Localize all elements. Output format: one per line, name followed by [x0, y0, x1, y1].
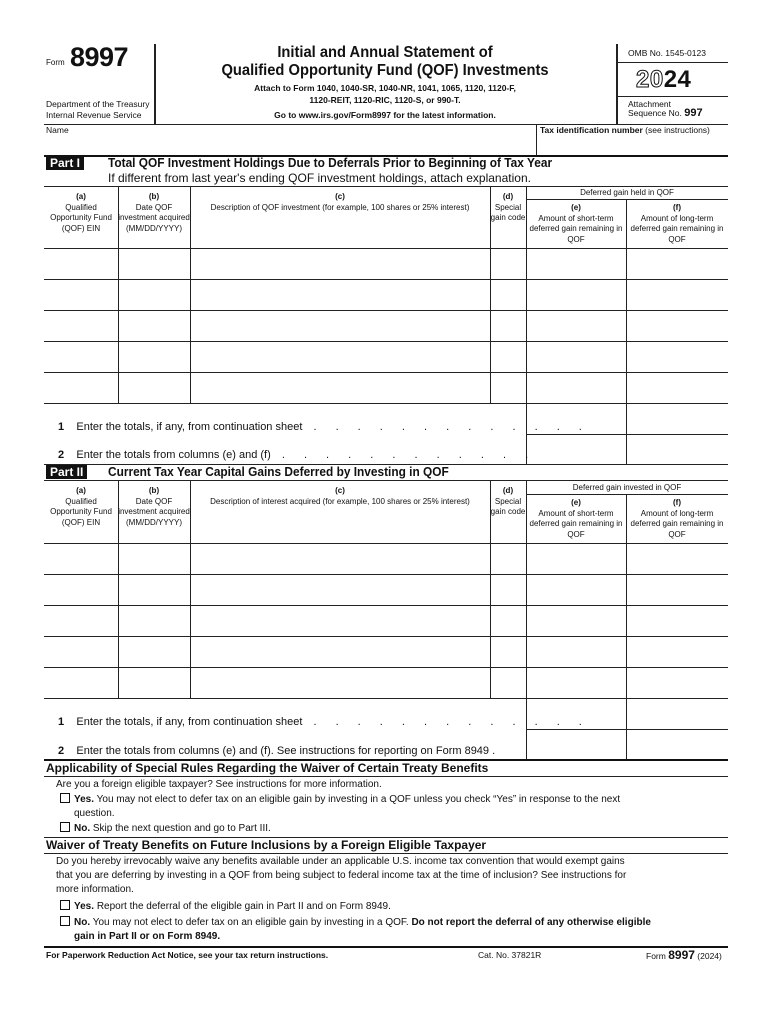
form-title-line1: Initial and Annual Statement of — [277, 44, 493, 61]
p2-col-d-header: (d) Special gain code — [490, 486, 526, 516]
p2-row1-date-input[interactable] — [119, 544, 189, 574]
p2-line2-f-input[interactable] — [627, 730, 727, 758]
p1-line1: 1 Enter the totals, if any, from continuation sheet . . . . . . . . . . . . . — [58, 421, 590, 433]
form-number: 8997 — [70, 42, 129, 72]
p2-group-header: Deferred gain invested in QOF — [572, 483, 682, 492]
form-label: Form — [46, 58, 65, 67]
foreign-yes-option: Yes. You may not elect to defer tax on an eligible gain by investing in a QOF unless you check “Yes” in response to the next — [60, 793, 620, 807]
part2-tag: Part II — [46, 465, 87, 479]
waiver-question-line2: that you are deferring by investing in a QOF from being subject to federal income tax at the time of inclusion? See instructions for — [56, 870, 627, 881]
p1-line2-e-input[interactable] — [527, 435, 625, 463]
part1-tag: Part I — [46, 156, 84, 170]
waiver-yes-option: Yes. Report the deferral of the eligible gain in Part II and on Form 8949. — [60, 900, 391, 914]
part2-title: Current Tax Year Capital Gains Deferred by Investing in QOF — [108, 465, 449, 479]
attach-line1: Attach to Form 1040, 1040-SR, 1040-NR, 1041, 1065, 1120, 1120-F, — [254, 83, 516, 93]
special-rules-title: Applicability of Special Rules Regarding the Waiver of Certain Treaty Benefits — [46, 761, 489, 775]
part1-title: Total QOF Investment Holdings Due to Deferrals Prior to Beginning of Tax Year — [108, 156, 553, 170]
p1-line1-e-input[interactable] — [527, 404, 625, 433]
p1-row1-code-input[interactable] — [491, 249, 525, 279]
attach-line2: 1120-REIT, 1120-RIC, 1120-S, or 990-T. — [309, 95, 461, 105]
form-title-line2: Qualified Opportunity Fund (QOF) Investments — [221, 62, 549, 79]
waiver-no-continued: gain in Part II or on Form 8949. — [74, 931, 221, 942]
irs-line: Internal Revenue Service — [46, 110, 142, 120]
p2-row1-code-input[interactable] — [491, 544, 525, 574]
p2-line2: 2 Enter the totals from columns (e) and (f). See instructions for reporting on Form 8949 . — [58, 745, 496, 757]
p1-row1-ein-input[interactable] — [45, 249, 117, 279]
waiver-title: Waiver of Treaty Benefits on Future Inclusions by a Foreign Eligible Taxpayer — [46, 838, 487, 852]
p2-line1-e-input[interactable] — [527, 699, 625, 728]
waiver-question-line1: Do you hereby irrevocably waive any benefits available under an applicable U.S. income tax convention that would exempt gains — [56, 856, 625, 867]
p1-line2-f-input[interactable] — [627, 435, 727, 463]
tax-year: 2024 — [636, 66, 692, 93]
p1-col-c-header: (c) Description of QOF investment (for example, 100 shares or 25% interest) — [210, 192, 470, 212]
p2-line1: 1 Enter the totals, if any, from continuation sheet . . . . . . . . . . . . . — [58, 716, 590, 728]
p2-line2-e-input[interactable] — [527, 730, 625, 758]
name-label: Name — [46, 125, 69, 135]
p2-row1-shortterm-input[interactable] — [527, 544, 625, 574]
p1-line1-f-input[interactable] — [627, 404, 727, 433]
p1-row1-longterm-input[interactable] — [627, 249, 727, 279]
attachment-label: Attachment — [628, 99, 671, 109]
foreign-no-checkbox[interactable] — [60, 822, 70, 832]
goto-line: Go to www.irs.gov/Form8997 for the latest information. — [274, 110, 496, 120]
waiver-yes-checkbox[interactable] — [60, 900, 70, 910]
p2-col-a-header: (a) Qualified Opportunity Fund (QOF) EIN — [50, 486, 112, 527]
p2-line1-f-input[interactable] — [627, 699, 727, 728]
p2-row1-longterm-input[interactable] — [627, 544, 727, 574]
p2-col-b-header: (b) Date QOF investment acquired (MM/DD/YYYY) — [118, 486, 190, 527]
p1-col-e-header: (e) Amount of short-term deferred gain remaining in QOF — [529, 203, 623, 244]
waiver-question-line3: more information. — [56, 884, 134, 895]
name-field[interactable] — [46, 136, 532, 154]
omb-number: OMB No. 1545-0123 — [628, 48, 706, 58]
footer-form-id: Form 8997 (2024) — [646, 948, 722, 962]
catalog-number: Cat. No. 37821R — [478, 950, 542, 960]
p1-line2: 2 Enter the totals from columns (e) and (f) . . . . . . . . . . . . — [58, 449, 537, 461]
waiver-no-checkbox[interactable] — [60, 916, 70, 926]
p1-col-f-header: (f) Amount of long-term deferred gain remaining in QOF — [630, 203, 724, 244]
part1-subtitle: If different from last year's ending QOF investment holdings, attach explanation. — [108, 171, 531, 185]
sequence-label: Sequence No. 997 — [628, 107, 703, 119]
p2-col-c-header: (c) Description of interest acquired (for example, 100 shares or 25% interest) — [210, 486, 470, 506]
tin-field[interactable] — [540, 136, 726, 154]
tin-label: Tax identification number (see instructions) — [540, 125, 710, 135]
p2-col-f-header: (f) Amount of long-term deferred gain remaining in QOF — [630, 498, 724, 539]
p2-row1-description-input[interactable] — [191, 544, 489, 574]
department-line: Department of the Treasury — [46, 99, 150, 109]
p1-row1-description-input[interactable] — [191, 249, 489, 279]
p2-row1-ein-input[interactable] — [45, 544, 117, 574]
foreign-yes-continued: question. — [74, 808, 115, 819]
p1-col-b-header: (b) Date QOF investment acquired (MM/DD/YYYY) — [118, 192, 190, 233]
paperwork-notice: For Paperwork Reduction Act Notice, see your tax return instructions. — [46, 950, 329, 960]
p1-row1-date-input[interactable] — [119, 249, 189, 279]
foreign-taxpayer-question: Are you a foreign eligible taxpayer? See instructions for more information. — [56, 779, 382, 790]
waiver-no-option: No. You may not elect to defer tax on an eligible gain by investing in a QOF. Do not report the deferral of any otherwise eligible — [60, 916, 651, 930]
p1-group-header: Deferred gain held in QOF — [580, 188, 674, 197]
p2-col-e-header: (e) Amount of short-term deferred gain remaining in QOF — [529, 498, 623, 539]
p1-col-a-header: (a) Qualified Opportunity Fund (QOF) EIN — [50, 192, 112, 233]
foreign-no-option: No. Skip the next question and go to Part III. — [60, 822, 271, 836]
p1-col-d-header: (d) Special gain code — [490, 192, 526, 222]
foreign-yes-checkbox[interactable] — [60, 793, 70, 803]
p1-row1-shortterm-input[interactable] — [527, 249, 625, 279]
